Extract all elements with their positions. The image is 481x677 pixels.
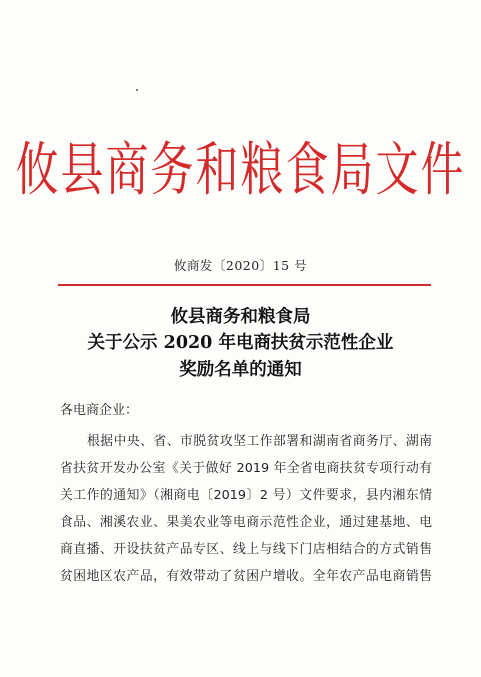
document-number: 攸商发〔2020〕15 号 [173, 258, 308, 273]
notice-title-line-1: 攸县商务和粮食局 [170, 307, 311, 327]
salutation: 各电商企业： [60, 403, 139, 418]
scan-speck [136, 89, 138, 91]
notice-title-line-3: 奖励名单的通知 [179, 360, 302, 380]
body-line-1: 根据中央、省、市脱贫攻坚工作部署和湖南省商务厅、湖南 [87, 434, 432, 449]
body-line-4: 食品、湘溪农业、果美农业等电商示范性企业，通过建基地、电 [60, 515, 432, 530]
masthead-title: 攸县商务和粮食局文件 [15, 136, 466, 205]
body-line-6: 贫困地区农产品，有效带动了贫困户增收。全年农产品电商销售 [60, 569, 432, 584]
body-line-3: 关工作的通知》（湘商电〔2019〕2 号）文件要求，县内湘东情 [60, 488, 432, 503]
notice-title-line-2: 关于公示 2020 年电商扶贫示范性企业 [87, 333, 394, 353]
red-divider-line [58, 284, 431, 286]
body-line-5: 商直播、开设扶贫产品专区、线上与线下门店相结合的方式销售 [60, 542, 432, 557]
body-line-2: 省扶贫开发办公室《关于做好 2019 年全省电商扶贫专项行动有 [60, 461, 432, 476]
